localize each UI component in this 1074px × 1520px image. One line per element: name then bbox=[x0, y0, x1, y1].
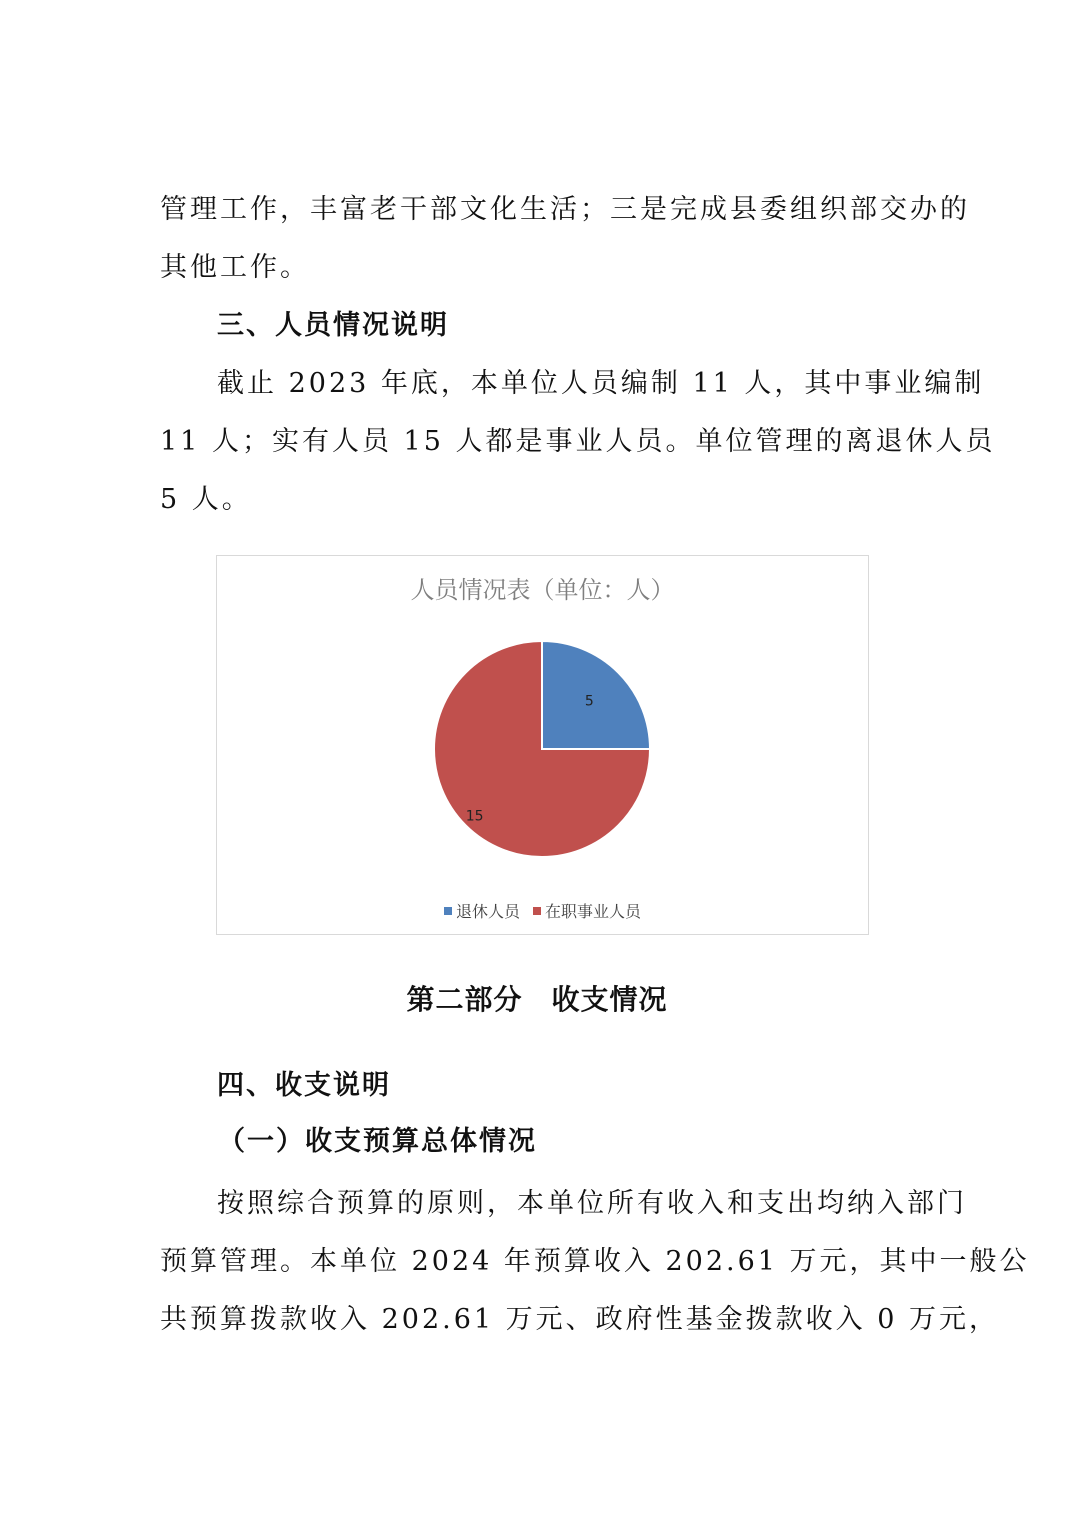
pie-svg bbox=[217, 556, 868, 886]
chart-legend bbox=[217, 899, 868, 922]
data-label-0: 5 bbox=[584, 693, 594, 710]
staff-pie-chart bbox=[216, 555, 869, 935]
part-title: 第二部分 收支情况 bbox=[406, 983, 668, 1016]
legend-label: 在职事业人员 bbox=[545, 902, 642, 921]
pie-slice-0 bbox=[542, 641, 650, 749]
legend-swatch bbox=[444, 907, 452, 915]
paragraph-line: 截止 2023 年底，本单位人员编制 11 人，其中事业编制 bbox=[217, 368, 985, 399]
paragraph-line: 管理工作，丰富老干部文化生活；三是完成县委组织部交办的 bbox=[160, 194, 970, 225]
chart-title: 人员情况表（单位：人） bbox=[410, 576, 675, 604]
paragraph-line: 预算管理。本单位 2024 年预算收入 202.61 万元，其中一般公 bbox=[160, 1246, 1030, 1277]
paragraph-line: 其他工作。 bbox=[160, 252, 310, 283]
legend-item-retired bbox=[444, 899, 520, 922]
data-label-1: 15 bbox=[465, 808, 484, 825]
paragraph-line: 5 人。 bbox=[160, 484, 252, 515]
paragraph-line: 11 人；实有人员 15 人都是事业人员。单位管理的离退休人员 bbox=[160, 426, 996, 457]
legend-label: 退休人员 bbox=[455, 902, 520, 921]
section-heading-3: 三、人员情况说明 bbox=[217, 310, 449, 341]
legend-item-active bbox=[533, 899, 641, 922]
legend-swatch bbox=[533, 907, 541, 915]
subsection-heading: （一）收支预算总体情况 bbox=[218, 1126, 537, 1157]
paragraph-line: 共预算拨款收入 202.61 万元、政府性基金拨款收入 0 万元， bbox=[160, 1304, 999, 1335]
paragraph-line: 按照综合预算的原则，本单位所有收入和支出均纳入部门 bbox=[217, 1188, 967, 1219]
section-heading-4: 四、收支说明 bbox=[217, 1070, 391, 1101]
